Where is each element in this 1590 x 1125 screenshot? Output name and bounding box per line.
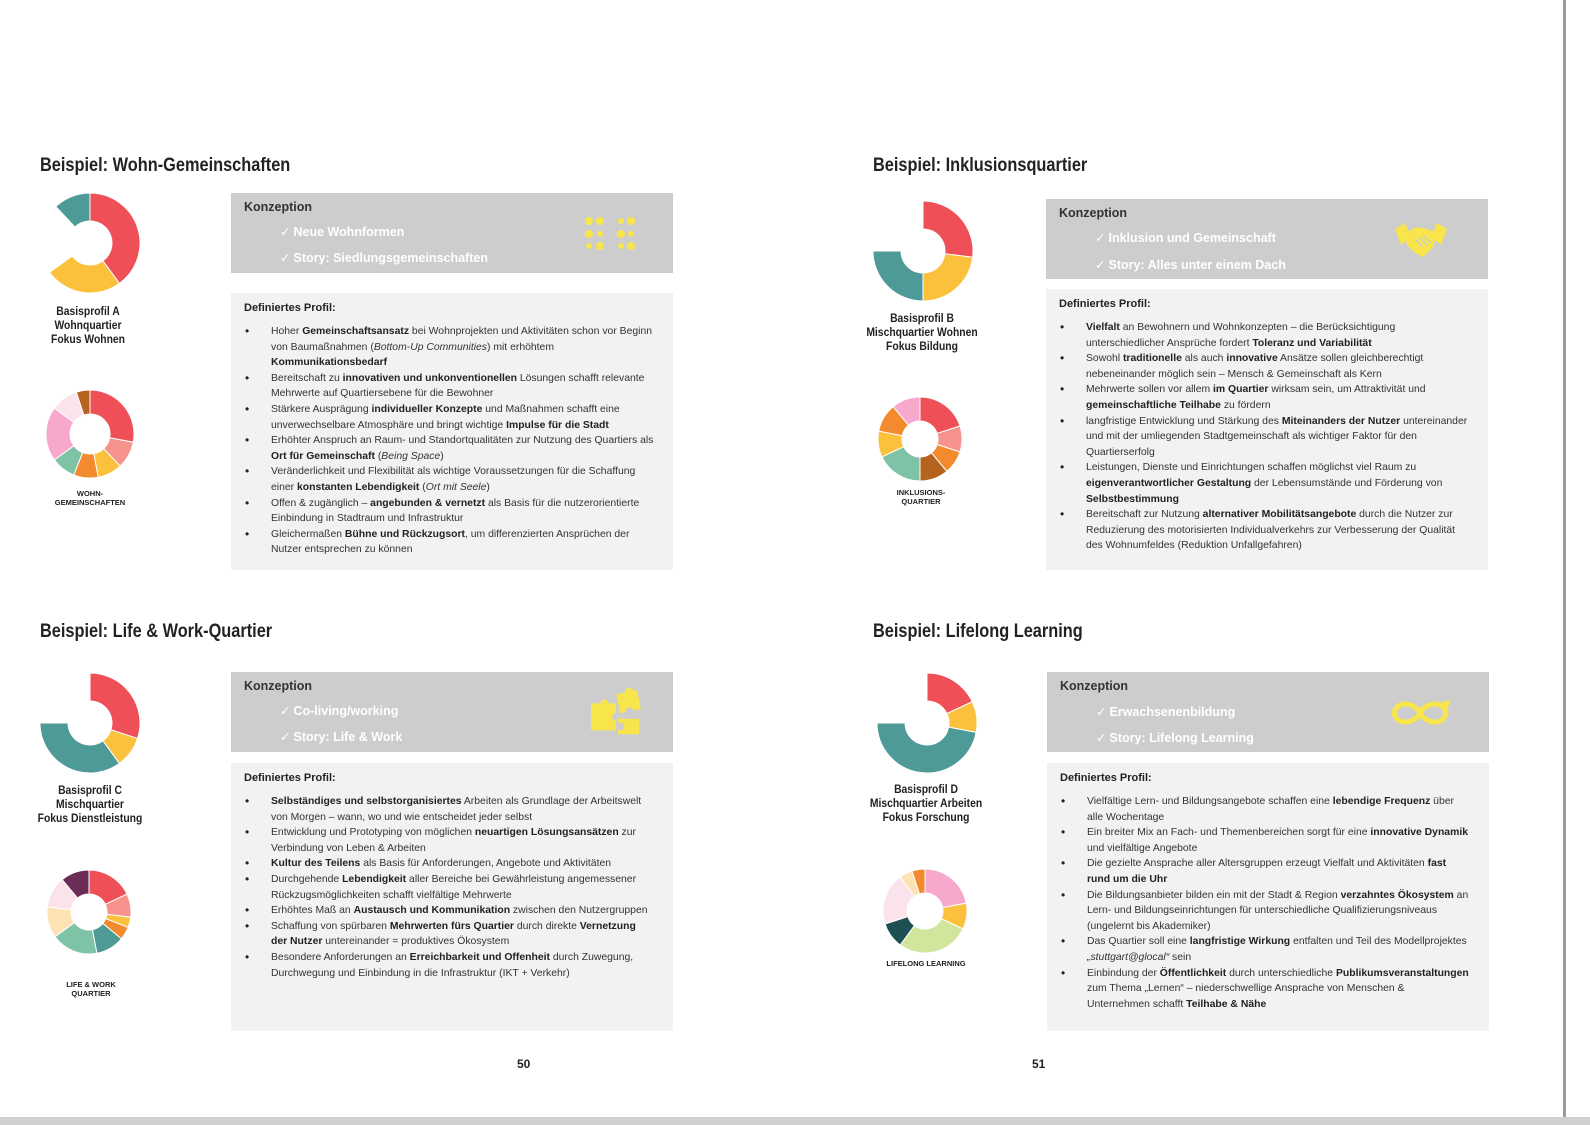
konzeption-title: Konzeption <box>1059 206 1128 220</box>
section-title: Beispiel: Wohn-Gemeinschaften <box>40 155 291 176</box>
section-title: Beispiel: Lifelong Learning <box>873 621 1083 642</box>
profil-item: • Sowohl traditionelle als auch innovative Ansätze sollen gleichberechtigt nebeneinander möglich sein – Mensch & Gemeinschaft als Kern <box>1059 351 1469 382</box>
check-icon: ✓ <box>280 704 291 718</box>
section-title: Beispiel: Inklusionsquartier <box>873 155 1088 176</box>
mix-label: LIFE & WORK QUARTIER <box>66 980 116 998</box>
mix-donut-chart <box>46 390 134 478</box>
profil-title: Definiertes Profil: <box>244 772 336 784</box>
section-lifelong-learning <box>869 621 1590 1061</box>
konzeption-item-text: Neue Wohnformen <box>293 225 405 239</box>
donut-segment-0 <box>90 390 134 442</box>
dots-grid-icon <box>583 213 639 255</box>
profil-box <box>231 763 673 1031</box>
profile-label: Basisprofil B Mischquartier Wohnen Fokus Bildung <box>866 313 978 353</box>
konzeption-item <box>280 224 404 239</box>
profil-list <box>244 324 654 558</box>
mix-donut-chart <box>878 397 966 485</box>
konzeption-box <box>231 193 673 273</box>
handshake-icon <box>1393 219 1449 261</box>
profil-item: • Die Bildungsanbieter bilden ein mit der Stadt & Region verzahntes Ökosystem an Lern- und Bildungseinrichtungen für unterschiedliche Qualifizierungsniveaus (ungelernt bis Akademiker) <box>1060 888 1470 935</box>
check-icon: ✓ <box>280 251 291 265</box>
puzzle-icon <box>589 688 643 738</box>
donut-segment-3 <box>56 193 90 227</box>
mix-donut-chart <box>47 870 135 958</box>
profil-item: • Bereitschaft zu innovativen und unkonventionellen Lösungen schafft relevante Mehrwerte auf Quartiersebene für die Bewohner <box>244 371 654 402</box>
donut-segment-0 <box>90 673 140 738</box>
profil-list <box>1059 320 1469 554</box>
konzeption-item <box>280 729 402 744</box>
donut-segment-2 <box>877 723 976 773</box>
profile-donut-chart <box>40 673 140 773</box>
profil-item: • Das Quartier soll eine langfristige Wirkung entfalten und Teil des Modellprojektes „stuttgart@glocal“ sein <box>1060 934 1470 965</box>
profile-donut-chart <box>877 673 977 773</box>
check-icon: ✓ <box>1095 231 1106 245</box>
check-icon: ✓ <box>1095 258 1106 272</box>
profil-item: • Vielfältige Lern- und Bildungsangebote schaffen eine lebendige Frequenz über alle Wochentage <box>1060 794 1470 825</box>
konzeption-item <box>1096 730 1254 745</box>
check-icon: ✓ <box>280 730 291 744</box>
mix-label: LIFELONG LEARNING <box>886 959 966 968</box>
profil-item: • Offen & zugänglich – angebunden & vernetzt als Basis für die nutzerorientierte Einbindung in Stadtraum und Infrastruktur <box>244 496 654 527</box>
donut-segment-2 <box>40 723 119 773</box>
check-icon: ✓ <box>1096 705 1107 719</box>
konzeption-item-text: Inklusion und Gemeinschaft <box>1108 231 1276 245</box>
profile-label: Basisprofil C Mischquartier Fokus Dienstleistung <box>37 785 143 825</box>
donut-segment-2 <box>873 251 923 301</box>
page-edge-bottom <box>0 1117 1590 1125</box>
section-title: Beispiel: Life & Work-Quartier <box>40 621 273 642</box>
konzeption-item <box>1095 257 1286 272</box>
profil-item: • Einbindung der Öffentlichkeit durch unterschiedliche Publikumsveranstaltungen zum Thema „Lernen“ – niederschwellige Ansprache von Menschen & Unternehmen schafft Teilhabe & Nähe <box>1060 966 1470 1013</box>
profil-item: • Leistungen, Dienste und Einrichtungen schaffen möglichst viel Raum zu eigenverantwortlicher Gestaltung der Lebensumstände und Förderung von Selbstbestimmung <box>1059 460 1469 507</box>
profil-item: • langfristige Entwicklung und Stärkung des Miteinanders der Nutzer untereinander und mit der umliegenden Stadtgemeinschaft als wichtiger Faktor für den Quartierserfolg <box>1059 414 1469 461</box>
profil-box <box>1047 763 1489 1031</box>
profil-item: • Mehrwerte sollen vor allem im Quartier wirksam sein, um Attraktivität und gemeinschaftliche Teilhabe zu fördern <box>1059 382 1469 413</box>
mix-label: INKLUSIONS- QUARTIER <box>896 488 946 506</box>
profile-donut-chart <box>40 193 140 293</box>
konzeption-title: Konzeption <box>244 679 313 693</box>
profil-list <box>244 794 654 981</box>
profil-item: • Gleichermaßen Bühne und Rückzugsort, um differenzierten Ansprüchen der Nutzer entsprechen zu können <box>244 527 654 558</box>
profil-list <box>1060 794 1470 1012</box>
profil-item: • Besondere Anforderungen an Erreichbarkeit und Offenheit durch Zuwegung, Durchwegung und Einbindung in die Infrastruktur (IKT + Verkehr) <box>244 950 654 981</box>
konzeption-item-text: Story: Lifelong Learning <box>1109 731 1254 745</box>
check-icon: ✓ <box>1096 731 1107 745</box>
section-inklusionsquartier <box>866 155 1590 595</box>
profil-title: Definiertes Profil: <box>244 302 336 314</box>
konzeption-box <box>1047 672 1489 752</box>
konzeption-item-text: Story: Alles unter einem Dach <box>1108 258 1286 272</box>
page-number-left: 50 <box>517 1057 531 1071</box>
profile-label: Basisprofil D Mischquartier Arbeiten Fokus Forschung <box>869 784 983 824</box>
profil-item: • Veränderlichkeit und Flexibilität als wichtige Voraussetzungen für die Schaffung einer konstanten Lebendigkeit (Ort mit Seele) <box>244 464 654 495</box>
infinity-icon <box>1385 692 1455 734</box>
profil-item: • Bereitschaft zur Nutzung alternativer Mobilitätsangebote durch die Nutzer zur Reduzierung des motorisierten Individualverkehrs zur Verbesserung der Qualität des Wohnumfeldes (Reduktion Unfallgefahren) <box>1059 507 1469 554</box>
profil-item: • Hoher Gemeinschaftsansatz bei Wohnprojekten und Aktivitäten schon vor Beginn von Baumaßnahmen (Bottom-Up Communities) mit erhöhtem Kommunikationsbedarf <box>244 324 654 371</box>
profil-item: • Erhöhter Anspruch an Raum- und Standortqualitäten zur Nutzung des Quartiers als Ort für Gemeinschaft (Being Space) <box>244 433 654 464</box>
konzeption-item <box>280 703 398 718</box>
konzeption-item <box>280 250 488 265</box>
profil-box <box>1046 289 1488 570</box>
profil-item: • Erhöhtes Maß an Austausch und Kommunikation zwischen den Nutzergruppen <box>244 903 654 919</box>
mix-label: WOHN- GEMEINSCHAFTEN <box>54 489 126 507</box>
konzeption-title: Konzeption <box>244 200 313 214</box>
page-number-right: 51 <box>1032 1057 1046 1071</box>
profil-item: • Durchgehende Lebendigkeit aller Bereiche bei Gewährleistung angemessener Rückzugsmöglichkeiten schafft vielfältige Mehrwerte <box>244 872 654 903</box>
konzeption-item <box>1095 230 1276 245</box>
profil-title: Definiertes Profil: <box>1059 298 1151 310</box>
profile-label: Basisprofil A Wohnquartier Fokus Wohnen <box>51 306 125 346</box>
mix-donut-chart <box>883 869 971 957</box>
profil-item: • Entwicklung und Prototyping von möglichen neuartigen Lösungsansätzen zur Verbindung von Leben & Arbeiten <box>244 825 654 856</box>
check-icon: ✓ <box>280 225 291 239</box>
konzeption-item-text: Story: Siedlungsgemeinschaften <box>293 251 488 265</box>
profil-item: • Vielfalt an Bewohnern und Wohnkonzepten – die Berücksichtigung unterschiedlicher Ansprüche fordert Toleranz und Variabilität <box>1059 320 1469 351</box>
konzeption-box <box>1046 199 1488 279</box>
donut-segment-0 <box>923 201 973 257</box>
profil-item: • Stärkere Ausprägung individueller Konzepte und Maßnahmen schafft eine unverwechselbare Atmosphäre und bringt wichtige Impulse für die Stadt <box>244 402 654 433</box>
konzeption-item <box>1096 704 1235 719</box>
konzeption-item-text: Erwachsenenbildung <box>1109 705 1236 719</box>
section-wohn-gemeinschaften <box>40 155 770 595</box>
konzeption-item-text: Story: Life & Work <box>293 730 403 744</box>
konzeption-box <box>231 672 673 752</box>
profil-box <box>231 293 673 570</box>
konzeption-item-text: Co-living/working <box>293 704 399 718</box>
profil-item: • Schaffung von spürbaren Mehrwerten fürs Quartier durch direkte Vernetzung der Nutzer untereinander = produktives Ökosystem <box>244 919 654 950</box>
konzeption-title: Konzeption <box>1060 679 1129 693</box>
profil-title: Definiertes Profil: <box>1060 772 1152 784</box>
profil-item: • Ein breiter Mix an Fach- und Themenbereichen sorgt für eine innovative Dynamik und vielfältige Angebote <box>1060 825 1470 856</box>
profile-donut-chart <box>873 201 973 301</box>
profil-item: • Selbständiges und selbstorganisiertes Arbeiten als Grundlage der Arbeitswelt von Morgen – wann, wo und wie entscheidet jeder selbst <box>244 794 654 825</box>
section-life-work-quartier <box>37 621 770 1061</box>
profil-item: • Kultur des Teilens als Basis für Anforderungen, Angebote und Aktivitäten <box>244 856 654 872</box>
profil-item: • Die gezielte Ansprache aller Altersgruppen erzeugt Vielfalt und Aktivitäten fast rund um die Uhr <box>1060 856 1470 887</box>
donut-segment-1 <box>923 254 973 301</box>
donut-segment-0 <box>925 869 966 908</box>
